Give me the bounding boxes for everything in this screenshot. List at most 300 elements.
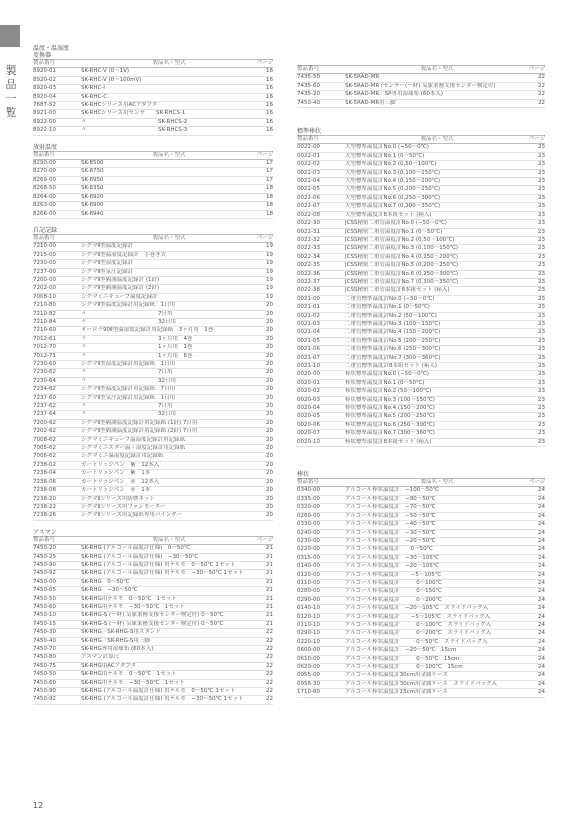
vertical-page-title bbox=[4, 64, 18, 120]
product-name: SK-8950 bbox=[81, 176, 104, 183]
table-row bbox=[33, 361, 273, 369]
table-row bbox=[297, 144, 545, 152]
page-ref: 21 bbox=[266, 553, 273, 560]
product-number: 0021-04 bbox=[297, 329, 320, 336]
vertical-title-char: 品 bbox=[5, 78, 17, 91]
catalog-section bbox=[33, 45, 273, 136]
table-row bbox=[33, 110, 273, 118]
table-row bbox=[33, 194, 273, 202]
header-page: ページ bbox=[257, 151, 274, 158]
page-ref: 23 bbox=[538, 253, 545, 260]
header-product-name: 製品名・型式 bbox=[152, 234, 186, 241]
left-column bbox=[33, 45, 273, 713]
page-ref: 24 bbox=[538, 596, 545, 603]
product-name: JCSS精密二重管温度計8本組セット (箱入) bbox=[345, 287, 450, 294]
product-name: アルコール棒状温度計 0〜200℃ bbox=[345, 596, 442, 603]
page-ref: 22 bbox=[266, 696, 273, 703]
page-ref: 23 bbox=[538, 270, 545, 277]
product-number: 7450-80 bbox=[33, 654, 56, 661]
page-ref: 20 bbox=[266, 436, 273, 443]
page-ref: 20 bbox=[266, 461, 273, 468]
product-number: 7008-10 bbox=[33, 293, 56, 300]
product-number: 7200-00 bbox=[33, 276, 56, 283]
product-name: SK-RHC-I bbox=[81, 85, 105, 92]
catalog-section bbox=[297, 65, 545, 108]
product-number: 7450-92 bbox=[33, 696, 56, 703]
table-row bbox=[297, 262, 545, 270]
page-ref: 23 bbox=[538, 438, 545, 445]
table-row bbox=[297, 186, 545, 194]
product-name: 棒状標準温度計No.2 (50〜100℃) bbox=[345, 388, 432, 395]
product-name: SK-8900 bbox=[81, 202, 104, 209]
table-row bbox=[297, 605, 545, 613]
page-ref: 22 bbox=[266, 637, 273, 644]
header-page: ページ bbox=[257, 60, 274, 66]
product-number: 7450-50 bbox=[33, 595, 56, 602]
product-number: 7237-60 bbox=[33, 394, 56, 401]
product-name: JCSS精密二重管温度計No.0 (−50〜0℃) bbox=[345, 220, 447, 227]
product-number: 8920-01 bbox=[33, 68, 56, 75]
header-product-name: 製品名・型式 bbox=[420, 136, 454, 143]
vertical-title-char: 一 bbox=[5, 92, 17, 105]
page-ref: 24 bbox=[538, 672, 545, 679]
table-header bbox=[33, 536, 273, 545]
product-number: 0022-00 bbox=[297, 144, 320, 151]
table-row bbox=[297, 504, 545, 512]
product-number: 0022-04 bbox=[297, 178, 320, 185]
product-name: SK-RHG／SK-RHG-S用三脚 bbox=[81, 637, 150, 644]
page-ref: 23 bbox=[538, 430, 545, 437]
table-row bbox=[297, 614, 545, 622]
product-number: 7230-60 bbox=[33, 361, 56, 367]
product-name: JCSS精密二重管温度計No.6 (0,250〜300℃) bbox=[345, 270, 459, 277]
page-ref: 22 bbox=[538, 82, 545, 89]
header-product-name: 製品名・型式 bbox=[420, 479, 454, 486]
page-ref: 23 bbox=[538, 363, 545, 369]
page-ref: 16 bbox=[266, 118, 273, 125]
product-name: 二重管標準温度計No.1 (0〜50℃) bbox=[345, 304, 430, 311]
product-number: 7200-62 bbox=[33, 419, 56, 426]
product-name: アルコール棒状温度計 −40〜50℃ bbox=[345, 521, 436, 528]
page-ref: 23 bbox=[538, 169, 545, 176]
page-ref: 18 bbox=[266, 193, 273, 200]
page-ref: 24 bbox=[538, 504, 545, 511]
table-row bbox=[297, 212, 545, 220]
product-name: SK-RHG用テルモ −30〜50℃ 1セット bbox=[81, 679, 185, 686]
product-number: 0022-36 bbox=[297, 270, 320, 277]
page-ref: 24 bbox=[538, 655, 545, 662]
product-number: 0956-30 bbox=[297, 680, 320, 687]
product-name: アルコール棒状温度計 −20〜105℃ スライドパック入 bbox=[345, 605, 489, 612]
page-ref: 19 bbox=[266, 285, 273, 292]
product-number: 0290-00 bbox=[297, 596, 320, 603]
table-row bbox=[33, 160, 273, 168]
table-row bbox=[297, 220, 545, 228]
product-name: シグマⅡ型隔測温度記録計用記録紙 (1針) 7日用 bbox=[81, 419, 198, 426]
table-header bbox=[33, 59, 273, 68]
product-number: 0022-32 bbox=[297, 236, 320, 243]
table-row bbox=[297, 689, 545, 697]
page-ref: 23 bbox=[538, 320, 545, 327]
table-row bbox=[33, 285, 273, 293]
page-ref: 20 bbox=[266, 512, 273, 519]
table-row bbox=[297, 597, 545, 605]
product-number: 7237-64 bbox=[33, 411, 56, 418]
table-header bbox=[297, 478, 545, 487]
product-name: アスマン計算尺 bbox=[81, 654, 120, 661]
product-name: 二重管標準温度計No.5 (200〜250℃) bbox=[345, 337, 441, 344]
table-row bbox=[33, 654, 273, 662]
product-number: 0021-02 bbox=[297, 312, 320, 319]
table-row bbox=[33, 470, 273, 478]
product-name: SK-RHCシリーズ用ACアダプタ bbox=[81, 102, 158, 109]
table-row bbox=[297, 237, 545, 245]
table-row bbox=[297, 664, 545, 672]
product-number: 7230-64 bbox=[33, 377, 56, 384]
product-name: 〃 7日用 bbox=[81, 403, 173, 410]
catalog-section bbox=[33, 227, 273, 521]
product-name: シグマⅡシリーズ用記録紙専用バインダー bbox=[81, 512, 183, 519]
page-ref: 20 bbox=[266, 445, 273, 452]
product-number: 0290-10 bbox=[297, 630, 320, 637]
product-number: 7450-75 bbox=[33, 662, 56, 669]
page-ref: 24 bbox=[538, 647, 545, 654]
product-number: 7238-08 bbox=[33, 487, 56, 494]
table-row bbox=[33, 663, 273, 671]
product-number: 0020-07 bbox=[297, 430, 320, 437]
product-name: SK-5RAD-MR bbox=[345, 74, 380, 81]
product-number: 8920-02 bbox=[33, 76, 56, 83]
page-ref: 23 bbox=[538, 236, 545, 243]
page-ref: 22 bbox=[538, 99, 545, 106]
vertical-title-char: 覧 bbox=[5, 106, 17, 119]
product-name: シグマⅡ型隔測温度記録計 (1針) bbox=[81, 276, 160, 283]
product-name: シグマミニスター温・湿度記録計用記録紙 bbox=[81, 445, 186, 452]
table-row bbox=[297, 672, 545, 680]
product-number: 7687-52 bbox=[33, 102, 56, 109]
product-number: 7450-40 bbox=[33, 637, 56, 644]
page-ref: 20 bbox=[266, 453, 273, 460]
table-row bbox=[297, 397, 545, 405]
product-name: アルコール棒状温度計 −100〜50℃ bbox=[345, 487, 439, 494]
page-ref: 23 bbox=[538, 278, 545, 285]
table-row bbox=[33, 428, 273, 436]
page-ref: 21 bbox=[266, 570, 273, 577]
page-ref: 23 bbox=[538, 337, 545, 344]
page-ref: 23 bbox=[538, 211, 545, 218]
product-number: 7450-70 bbox=[33, 646, 56, 652]
product-number: 7450-90 bbox=[33, 561, 56, 568]
product-number: 7450-40 bbox=[297, 99, 320, 106]
product-name: 二重管標準温度計No.7 (300〜360℃) bbox=[345, 354, 441, 361]
product-name: シグマⅡ型温度記録計用記録紙 1日用 bbox=[81, 302, 176, 309]
page-ref: 24 bbox=[538, 563, 545, 570]
page-ref: 21 bbox=[266, 620, 273, 627]
product-number: 0021-01 bbox=[297, 304, 320, 311]
page-ref: 22 bbox=[266, 629, 273, 636]
page-ref: 24 bbox=[538, 495, 545, 502]
table-row bbox=[297, 380, 545, 388]
catalog-section bbox=[33, 529, 273, 705]
table-header bbox=[33, 151, 273, 160]
product-number: 7450-60 bbox=[33, 603, 56, 610]
table-row bbox=[297, 203, 545, 211]
product-name: JCSS精密二重管温度計No.3 (0,100〜150℃) bbox=[345, 245, 459, 252]
table-row bbox=[297, 388, 545, 396]
product-number: 8920-04 bbox=[33, 93, 56, 100]
table-row bbox=[33, 127, 273, 135]
table-row bbox=[33, 378, 273, 386]
table-row bbox=[297, 630, 545, 638]
product-name: シグマⅡ型温度記録計用記録紙 7日用 bbox=[81, 386, 176, 393]
table-row bbox=[33, 252, 273, 260]
section-title: 標準棒状 bbox=[297, 128, 322, 136]
page-ref: 20 bbox=[266, 428, 273, 435]
table-row bbox=[297, 363, 545, 371]
product-number: 0022-33 bbox=[297, 245, 320, 252]
product-name: SK-RHC-C bbox=[81, 93, 108, 100]
product-number: 7435-20 bbox=[297, 91, 320, 98]
product-number: 0320-00 bbox=[297, 504, 320, 511]
page-ref: 23 bbox=[538, 220, 545, 227]
table-header bbox=[297, 65, 545, 74]
product-number: 7450-25 bbox=[33, 553, 56, 560]
product-name: SK-RHG (アルコール温度計仕様) 用テルモ −30〜50℃ 1セット bbox=[81, 570, 244, 577]
product-number: 7012-70 bbox=[33, 344, 56, 351]
header-page: ページ bbox=[529, 66, 546, 72]
table-row bbox=[297, 546, 545, 554]
table-row bbox=[33, 479, 273, 487]
product-number: 7234-62 bbox=[33, 386, 56, 393]
header-product-name: 製品名・型式 bbox=[152, 60, 186, 66]
product-name: 〃 32日用 bbox=[81, 318, 176, 325]
table-row bbox=[33, 260, 273, 268]
product-number: 0335-00 bbox=[297, 495, 320, 502]
page-ref: 23 bbox=[538, 371, 545, 378]
table-row bbox=[33, 680, 273, 688]
table-row bbox=[297, 100, 545, 108]
product-number: 7230-62 bbox=[33, 369, 56, 376]
page-ref: 23 bbox=[538, 262, 545, 269]
product-name: シグマミニキューブ温度記録計 bbox=[81, 293, 158, 300]
section-title: 放射温度 bbox=[33, 143, 58, 151]
page-ref: 24 bbox=[538, 537, 545, 544]
page-ref: 16 bbox=[266, 76, 273, 83]
product-number: 7238-26 bbox=[33, 512, 56, 519]
page-ref: 23 bbox=[538, 413, 545, 420]
product-number: 0022-38 bbox=[297, 287, 320, 294]
product-number: 0020-00 bbox=[297, 371, 320, 378]
page-ref: 20 bbox=[266, 419, 273, 426]
product-number: 8269-00 bbox=[33, 176, 56, 183]
product-name: SK-RHC-V (0〜100mV) bbox=[81, 76, 142, 83]
table-row bbox=[33, 437, 273, 445]
product-number: 7005-62 bbox=[33, 445, 56, 452]
page-ref: 22 bbox=[266, 662, 273, 669]
table-row bbox=[33, 629, 273, 637]
table-row bbox=[297, 413, 545, 421]
page-ref: 22 bbox=[266, 688, 273, 695]
product-number: 7215-00 bbox=[33, 251, 56, 258]
page-ref: 20 bbox=[266, 344, 273, 351]
product-name: SK-8500 bbox=[81, 160, 104, 167]
product-number: 0220-10 bbox=[297, 638, 320, 645]
page-ref: 19 bbox=[266, 268, 273, 275]
product-number: 7210-82 bbox=[33, 310, 56, 317]
product-number: 0620-00 bbox=[297, 664, 320, 670]
product-name: シグマⅡ型気圧記録計用記録紙 1日用 bbox=[81, 394, 176, 401]
product-number: 0020-02 bbox=[297, 388, 320, 395]
product-number: 0240-00 bbox=[297, 529, 320, 536]
table-row bbox=[297, 83, 545, 91]
page-ref: 23 bbox=[538, 379, 545, 386]
product-number: 0120-10 bbox=[297, 613, 320, 620]
table-row bbox=[33, 688, 273, 696]
table-row bbox=[297, 521, 545, 529]
product-number: 7450-10 bbox=[33, 612, 56, 619]
product-name: SK-RHG (アルコール温度計仕様) 用テルモ 0〜50℃ 1セット bbox=[81, 688, 236, 695]
product-number: 7238-04 bbox=[33, 470, 56, 477]
page-ref: 16 bbox=[266, 68, 273, 75]
product-name: アルコール棒状温度計 0〜100℃ 15cm bbox=[345, 664, 463, 670]
product-number: 7450-60 bbox=[33, 679, 56, 686]
page-ref: 23 bbox=[538, 396, 545, 403]
page-ref: 23 bbox=[538, 405, 545, 412]
page-ref: 20 bbox=[266, 302, 273, 309]
product-number: 0021-00 bbox=[297, 295, 320, 302]
product-name: カートリッジペン 赤 12本入 bbox=[81, 478, 160, 485]
table-row bbox=[297, 572, 545, 580]
product-number: 0140-10 bbox=[297, 605, 320, 612]
product-name: アルコール棒状温度計 −5〜105℃ スライドパック入 bbox=[345, 613, 491, 620]
table-row bbox=[297, 422, 545, 430]
product-name: 二重管標準温度計No.3 (100〜150℃) bbox=[345, 320, 441, 327]
page-ref: 22 bbox=[538, 74, 545, 81]
product-name: SK-RHG (アルコール温度計仕様) 用テルモ 0〜50℃ 1セット bbox=[81, 561, 236, 568]
product-name: SK-8350 bbox=[81, 185, 104, 192]
product-name: JCSS精密二重管温度計No.7 (0,300〜350℃) bbox=[345, 278, 459, 285]
product-name: アルコール棒状温度計 −20〜50℃ 15cm bbox=[345, 647, 457, 654]
page-ref: 20 bbox=[266, 310, 273, 317]
page-ref: 20 bbox=[266, 377, 273, 384]
product-name: SK-RHG-S (一財) 気象業務支援センター検定付) 0〜50℃ bbox=[81, 620, 224, 627]
product-name: 二重管標準温度計No.6 (250〜300℃) bbox=[345, 346, 441, 353]
page-ref: 23 bbox=[538, 194, 545, 201]
product-number: 7210-60 bbox=[33, 327, 56, 334]
page-ref: 24 bbox=[538, 546, 545, 553]
product-name: 棒状標準温度計No.6 (250〜300℃) bbox=[345, 421, 435, 428]
table-row bbox=[297, 279, 545, 287]
page-ref: 24 bbox=[538, 521, 545, 528]
page-ref: 20 bbox=[266, 335, 273, 342]
table-row bbox=[33, 579, 273, 587]
table-row bbox=[297, 74, 545, 82]
page-ref: 23 bbox=[538, 152, 545, 159]
header-product-name: 製品名・型式 bbox=[152, 536, 186, 543]
product-number: 0020-03 bbox=[297, 396, 320, 403]
product-number: 0020-01 bbox=[297, 379, 320, 386]
page-ref: 23 bbox=[538, 144, 545, 151]
product-number: 7238-02 bbox=[33, 461, 56, 468]
product-name: アルコール棒状温度計 0〜50℃ スライドパック入 bbox=[345, 638, 488, 645]
product-number: 0140-00 bbox=[297, 563, 320, 570]
product-name: カートリッジペン 紫 1本 bbox=[81, 470, 151, 477]
product-number: 7237-62 bbox=[33, 403, 56, 410]
page-ref: 24 bbox=[538, 529, 545, 536]
product-name: アルコール棒状温度計 0〜150℃ bbox=[345, 588, 442, 595]
product-number: 7210-80 bbox=[33, 302, 56, 309]
product-number: 7238-22 bbox=[33, 503, 56, 510]
product-number: 0022-35 bbox=[297, 262, 320, 269]
table-row bbox=[297, 405, 545, 413]
table-row bbox=[33, 68, 273, 76]
product-name: アルコール棒状温度計 0〜50℃ 15cm bbox=[345, 655, 460, 662]
header-product-name: 製品名・型式 bbox=[152, 151, 186, 158]
table-row bbox=[33, 587, 273, 595]
product-name: シグマⅡ型湿度記録計 bbox=[81, 260, 134, 267]
table-row bbox=[33, 369, 273, 377]
table-row bbox=[33, 671, 273, 679]
product-name: 二重管標準温度計No.2 (50〜100℃) bbox=[345, 312, 437, 319]
product-number: 0021-06 bbox=[297, 346, 320, 353]
product-number: 8290-00 bbox=[33, 160, 56, 167]
product-name: アルコール棒状温度計 −50〜50℃ bbox=[345, 512, 436, 519]
table-row bbox=[297, 170, 545, 178]
table-row bbox=[297, 91, 545, 99]
page-ref: 20 bbox=[266, 478, 273, 485]
product-number: 0330-00 bbox=[297, 521, 320, 528]
table-row bbox=[33, 202, 273, 210]
page-ref: 23 bbox=[538, 346, 545, 353]
table-row bbox=[33, 85, 273, 93]
table-row bbox=[33, 403, 273, 411]
page-ref: 23 bbox=[538, 228, 545, 235]
table-row bbox=[297, 588, 545, 596]
product-name: 大型標準温度計No.3 (0,100〜150℃) bbox=[345, 169, 441, 176]
product-name: SK-RHG (アルコール温度計仕様) 0〜50℃ bbox=[81, 545, 191, 552]
table-row bbox=[33, 102, 273, 110]
page-ref: 20 bbox=[266, 369, 273, 376]
page-ref: 19 bbox=[266, 293, 273, 300]
table-header bbox=[33, 234, 273, 243]
page-ref: 20 bbox=[266, 386, 273, 393]
product-name: アルコール棒状温度計 0〜100℃ bbox=[345, 579, 442, 586]
page-ref: 17 bbox=[266, 168, 273, 175]
product-number: 7230-00 bbox=[33, 260, 56, 267]
page-ref: 16 bbox=[266, 110, 273, 117]
page-ref: 23 bbox=[538, 178, 545, 185]
product-number: 0020-06 bbox=[297, 421, 320, 428]
product-number: 7008-62 bbox=[33, 436, 56, 443]
product-number: 7450-00 bbox=[33, 578, 56, 585]
product-name: シグマミニキューブ温湿度記録計用記録紙 bbox=[81, 436, 186, 443]
page-ref: 19 bbox=[266, 260, 273, 267]
table-row bbox=[297, 656, 545, 664]
table-row bbox=[297, 245, 545, 253]
page-ref: 18 bbox=[266, 202, 273, 209]
table-row bbox=[297, 622, 545, 630]
product-number: 8268-50 bbox=[33, 185, 56, 192]
product-name: アルコール棒状温度計 0〜200℃ スライドパック入 bbox=[345, 630, 492, 637]
product-number: 0120-00 bbox=[297, 571, 320, 578]
page-ref: 21 bbox=[266, 595, 273, 602]
table-row bbox=[297, 153, 545, 161]
product-name: シグマⅡシリーズ用防塵ネット bbox=[81, 495, 155, 502]
page-ref: 24 bbox=[538, 689, 545, 696]
table-row bbox=[33, 638, 273, 646]
product-number: 7210-00 bbox=[33, 243, 56, 250]
product-number: 7435-60 bbox=[297, 82, 320, 89]
